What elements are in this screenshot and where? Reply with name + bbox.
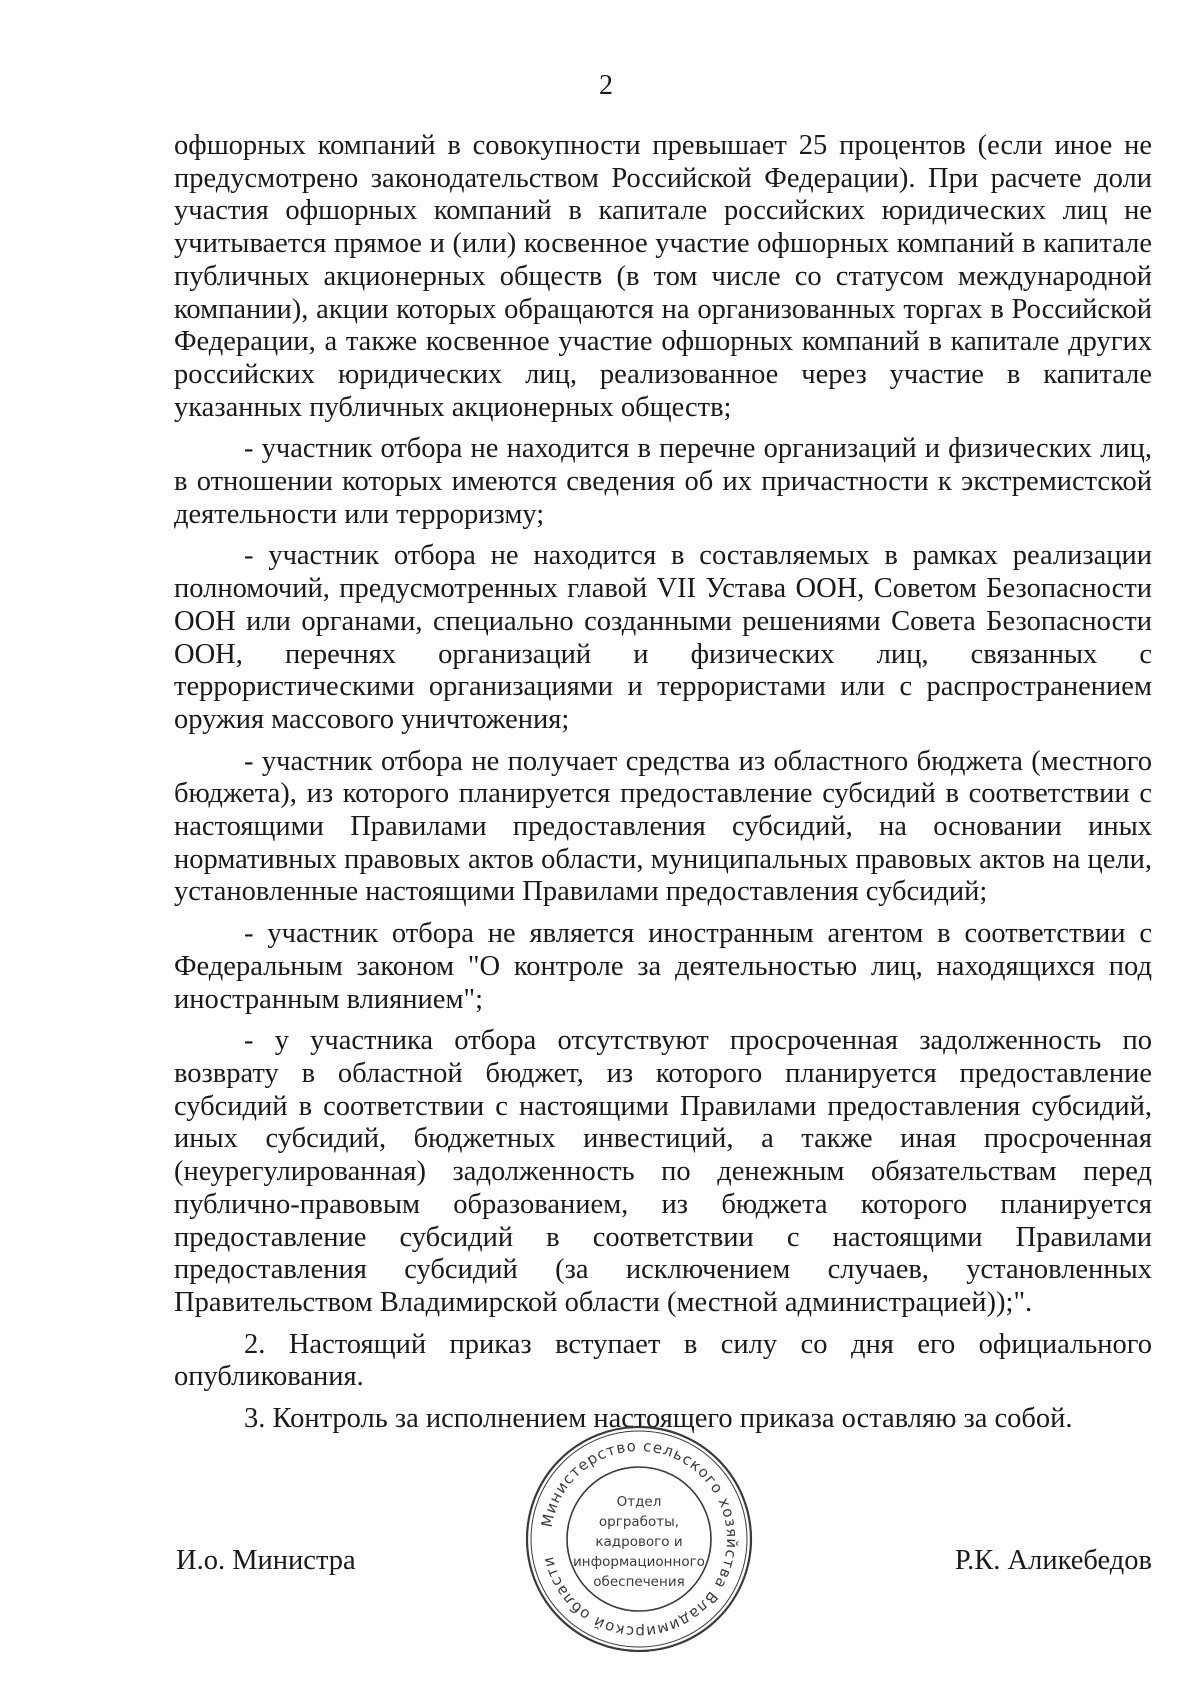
svg-text:Министерство сельского хозяйст: Министерство сельского хозяйства Владимирской области — [537, 1436, 742, 1642]
signatory-position: И.о. Министра — [176, 1545, 356, 1576]
svg-text:информационного: информационного — [573, 1554, 705, 1570]
svg-text:оргработы,: оргработы, — [598, 1514, 680, 1530]
paragraph-un-lists: - участник отбора не находится в составляемых в рамках реализации полномочий, предусмотренных главой VII Устава ООН, Советом Безопасности ООН или органами, специально созданными решениями Совета Безопасности ООН, перечнях организаций и физических лиц, связанных с террористическими организациями и террористами или с распространением оружия массового уничтожения; — [174, 540, 1152, 735]
page-number: 2 — [599, 70, 613, 101]
paragraph-debt: - у участника отбора отсутствуют просроченная задолженность по возврату в областной бюджет, из которого планируется предоставление субсидий в соответствии с настоящими Правилами предоставления субсидий, иных субсидий, бюджетных инвестиций, а также иная просроченная (неурегулированная) задолженность по денежным обязательствам перед публично-правовым образованием, из бюджета которого планируется предоставление субсидий в соответствии с настоящими Правилами предоставления субсидий (за исключением случаев, установленных Правительством Владимирской области (местной администрацией));". — [174, 1025, 1152, 1318]
paragraph-control: 3. Контроль за исполнением настоящего приказа оставляю за собой. — [244, 1403, 1073, 1435]
paragraph-foreign-agent: - участник отбора не является иностранным агентом в соответствии с Федеральным законом "О контроле за деятельностью лиц, находящихся под иностранным влиянием"; — [174, 918, 1152, 1015]
paragraph-extremism: - участник отбора не находится в перечне организаций и физических лиц, в отношении которых имеются сведения об их причастности к экстремистской деятельности или терроризму; — [174, 433, 1152, 530]
paragraph-effective-date: 2. Настоящий приказ вступает в силу со дня его официального опубликования. — [174, 1328, 1152, 1393]
signatory-name: Р.К. Аликебедов — [954, 1545, 1152, 1576]
official-seal-stamp — [520, 1420, 758, 1658]
paragraph-budget-funds: - участник отбора не получает средства из областного бюджета (местного бюджета), из которого планируется предоставление субсидий в соответствии с настоящими Правилами предоставления субсидий, на основании иных нормативных правовых актов области, муниципальных правовых актов на цели, установленные настоящими Правилами предоставления субсидий; — [174, 745, 1152, 908]
svg-text:Отдел: Отдел — [616, 1494, 662, 1510]
paragraph-offshore: офшорных компаний в совокупности превышает 25 процентов (если иное не предусмотрено законодательством Российской Федерации). При расчете доли участия офшорных компаний в капитале российских юридических лиц не учитывается прямое и (или) косвенное участие офшорных компаний в капитале публичных акционерных обществ (в том числе со статусом международной компании), акции которых обращаются на организованных торгах в Российской Федерации, а также косвенное участие офшорных компаний в капитале других российских юридических лиц, реализованное через участие в капитале указанных публичных акционерных обществ; — [174, 130, 1152, 423]
document-body — [174, 130, 1152, 1445]
svg-text:кадрового и: кадрового и — [595, 1534, 683, 1550]
svg-text:обеспечения: обеспечения — [593, 1574, 685, 1590]
